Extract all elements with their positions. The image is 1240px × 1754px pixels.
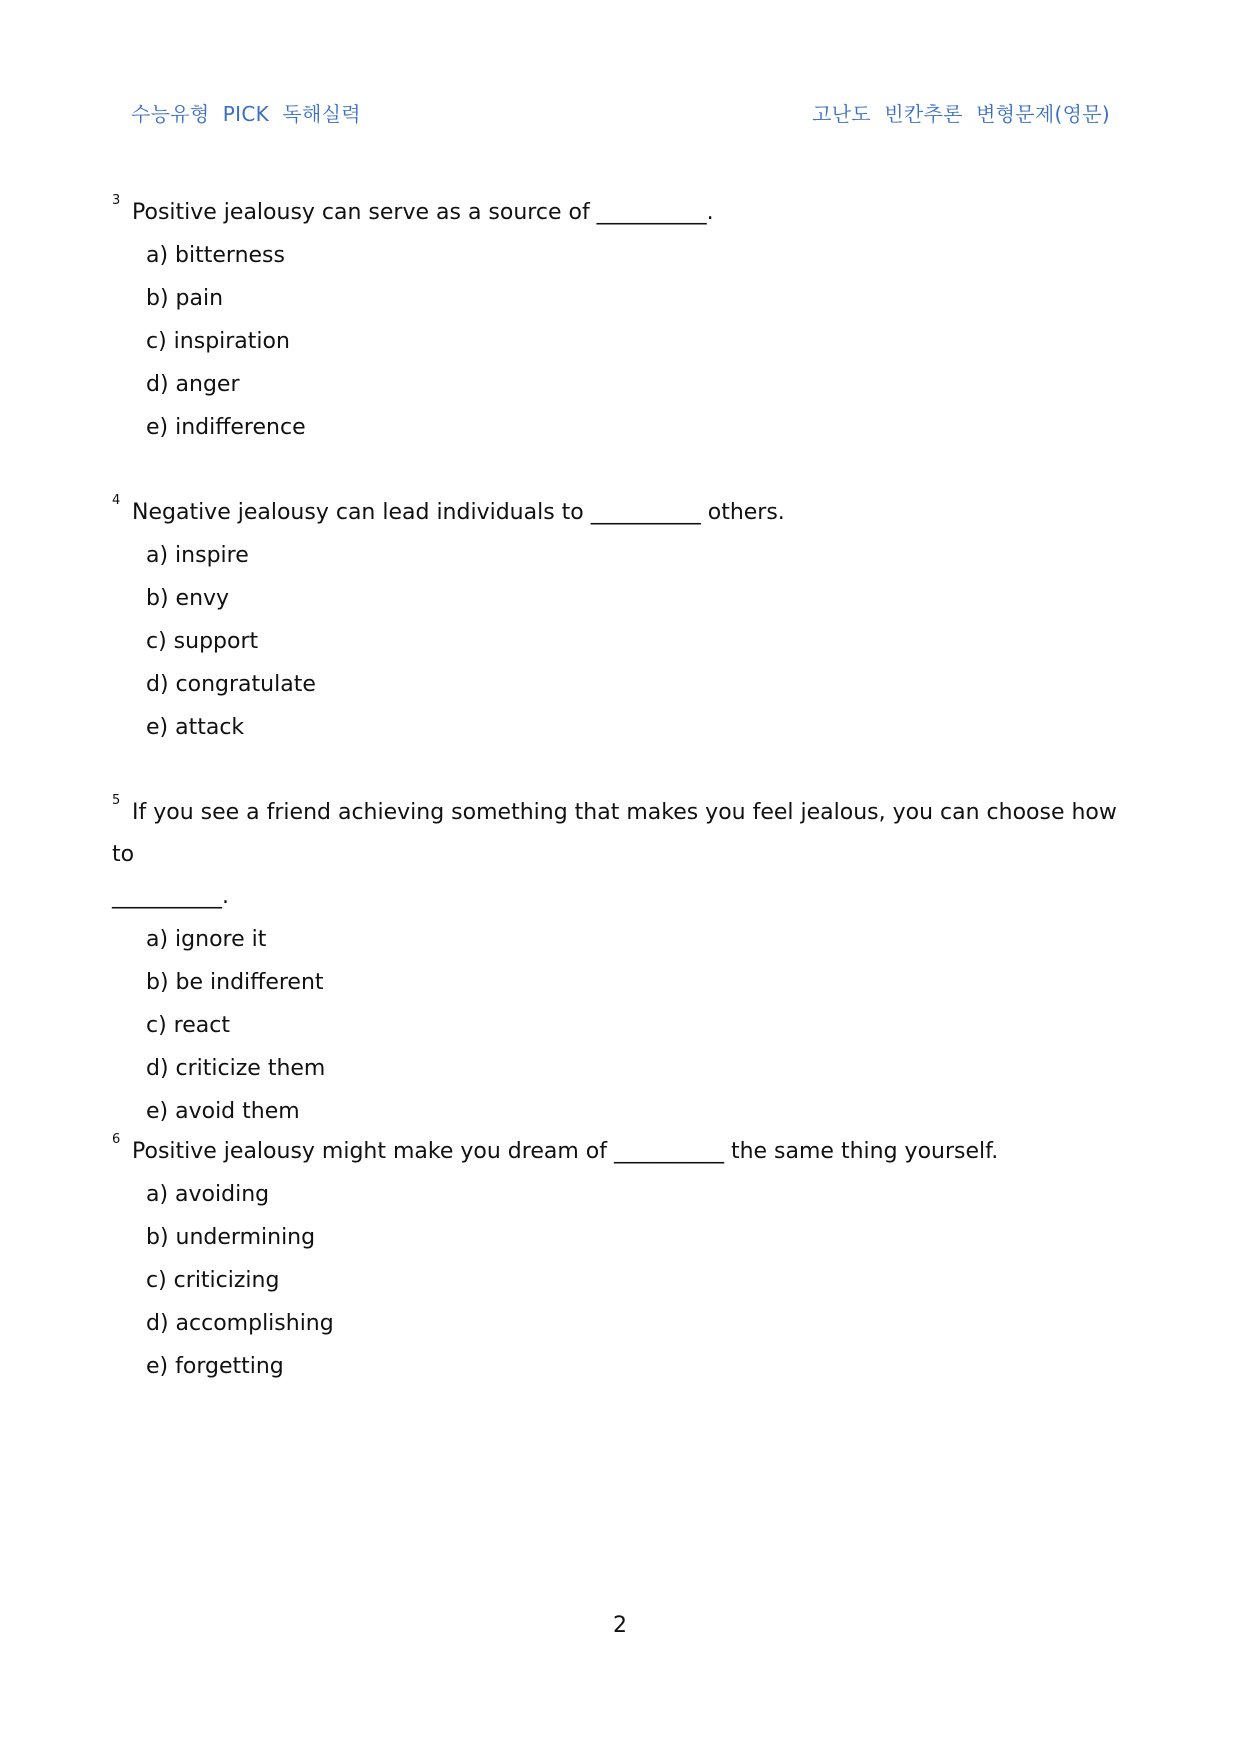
question-number: 6 (112, 1132, 121, 1147)
option-e: e) avoid them (146, 1099, 300, 1124)
option-a: a) avoiding (146, 1182, 270, 1207)
option-e: e) indifference (146, 415, 306, 440)
question-number: 4 (112, 493, 121, 508)
question-text: Positive jealousy might make you dream of __________ the same thing yourself. (132, 1139, 999, 1164)
option-b: b) envy (146, 586, 230, 611)
page-number: 2 (613, 1613, 627, 1638)
question-text: Negative jealousy can lead individuals to __________ others. (132, 500, 785, 525)
option-a: a) ignore it (146, 927, 267, 952)
question-3 (112, 192, 1132, 449)
option-c: c) support (146, 629, 259, 654)
option-b: b) undermining (146, 1225, 316, 1250)
options-list (146, 234, 1132, 449)
question-text: Positive jealousy can serve as a source of __________. (132, 200, 714, 225)
question-6 (112, 1131, 1132, 1388)
header-left-title: 수능유형 PICK 독해실력 (131, 102, 361, 126)
option-c: c) inspiration (146, 329, 290, 354)
option-a: a) inspire (146, 543, 249, 568)
option-a: a) bitterness (146, 243, 285, 268)
option-d: d) criticize them (146, 1056, 326, 1081)
question-number: 3 (112, 193, 121, 208)
options-list (146, 534, 1132, 749)
question-number: 5 (112, 793, 121, 808)
options-list (146, 1173, 1132, 1388)
question-text: If you see a friend achieving something that makes you feel jealous, you can choose how to (112, 800, 1117, 867)
option-c: c) react (146, 1013, 230, 1038)
options-list (146, 918, 1132, 1133)
option-c: c) criticizing (146, 1268, 280, 1293)
question-4 (112, 492, 1132, 749)
option-e: e) forgetting (146, 1354, 284, 1379)
option-d: d) congratulate (146, 672, 316, 697)
header-right-title: 고난도 빈칸추론 변형문제(영문) (812, 102, 1110, 126)
question-text-continuation: __________. (112, 884, 229, 909)
option-b: b) pain (146, 286, 224, 311)
option-d: d) anger (146, 372, 240, 397)
option-d: d) accomplishing (146, 1311, 334, 1336)
option-b: b) be indifferent (146, 970, 324, 995)
question-5 (112, 792, 1132, 1133)
option-e: e) attack (146, 715, 245, 740)
